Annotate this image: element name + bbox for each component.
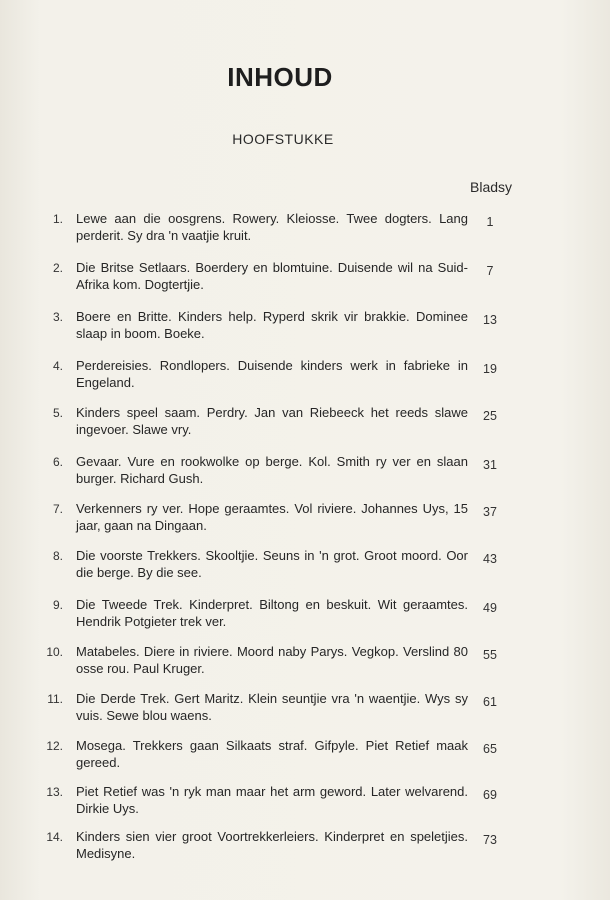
chapter-number: 13. [46, 785, 63, 799]
chapter-page: 31 [483, 458, 497, 472]
toc-entry [40, 455, 510, 491]
chapter-number: 9. [52, 598, 63, 612]
chapter-page: 49 [483, 601, 497, 615]
toc-entry [40, 645, 510, 681]
chapter-summary: Kinders sien vier groot Voortrekkerleiers. Kinderpret en speletjies. Medisyne. [76, 829, 468, 861]
chapter-page: 43 [483, 552, 497, 566]
chapter-summary: Gevaar. Vure en rookwolke op berge. Kol. Smith ry ver en slaan burger. Richard Gush. [76, 454, 468, 486]
chapter-page: 37 [483, 505, 497, 519]
chapter-number: 5. [52, 406, 63, 420]
chapter-summary: Verkenners ry ver. Hope geraamtes. Vol riviere. Johannes Uys, 15 jaar, gaan na Dingaan. [76, 501, 468, 533]
page-column-heading: Bladsy [470, 179, 513, 195]
chapter-number: 7. [52, 502, 63, 516]
toc-entry [40, 549, 510, 585]
chapter-summary: Mosega. Trekkers gaan Silkaats straf. Gifpyle. Piet Retief maak gereed. [76, 738, 468, 770]
toc-entry [40, 406, 510, 442]
chapter-number: 8. [52, 549, 63, 563]
toc-entry [40, 830, 510, 866]
chapter-number: 10. [46, 645, 63, 659]
chapter-page: 65 [483, 742, 497, 756]
chapter-summary: Die Derde Trek. Gert Maritz. Klein seuntjie vra 'n waentjie. Wys sy vuis. Sewe blou waens. [76, 691, 468, 723]
toc-entry [40, 598, 510, 634]
chapter-number: 11. [47, 692, 63, 706]
chapter-summary: Die voorste Trekkers. Skooltjie. Seuns in 'n grot. Groot moord. Oor die berge. By die see. [76, 548, 468, 580]
chapter-summary: Piet Retief was 'n ryk man maar het arm geword. Later welvarend. Dirkie Uys. [76, 784, 468, 816]
chapter-page: 1 [486, 215, 494, 229]
chapter-summary: Die Britse Setlaars. Boerdery en blomtuine. Duisende wil na Suid-Afrika kom. Dogtertjie. [76, 260, 468, 292]
chapter-page: 55 [483, 648, 497, 662]
toc-entry [40, 692, 510, 728]
chapter-number: 6. [52, 455, 63, 469]
chapter-number: 1. [52, 212, 63, 226]
toc-entry [40, 359, 510, 395]
chapter-summary: Perdereisies. Rondlopers. Duisende kinders werk in fabrieke in Engeland. [76, 358, 468, 390]
chapter-summary: Boere en Britte. Kinders help. Ryperd skrik vir brakkie. Dominee slaap in boom. Boeke. [76, 309, 468, 341]
page-title: INHOUD [227, 62, 333, 92]
toc-entry [40, 785, 510, 821]
chapter-page: 19 [483, 362, 497, 376]
chapter-page: 61 [483, 695, 497, 709]
chapter-summary: Matabeles. Diere in riviere. Moord naby Parys. Vegkop. Verslind 80 osse rou. Paul Kruger. [76, 644, 468, 676]
chapter-summary: Kinders speel saam. Perdry. Jan van Riebeeck het reeds slawe ingevoer. Slawe vry. [76, 405, 468, 437]
chapter-number: 2. [52, 261, 63, 275]
chapter-page: 7 [486, 264, 494, 278]
toc-entry [40, 261, 510, 297]
chapter-page: 25 [483, 409, 497, 423]
toc-entry [40, 310, 510, 346]
section-heading: HOOFSTUKKE [232, 131, 334, 147]
chapter-number: 4. [52, 359, 63, 373]
chapter-number: 3. [52, 310, 63, 324]
toc-entry [40, 739, 510, 775]
chapter-number: 12. [46, 739, 63, 753]
chapter-page: 13 [483, 313, 497, 327]
chapter-page: 73 [483, 833, 497, 847]
chapter-summary: Die Tweede Trek. Kinderpret. Biltong en beskuit. Wit geraamtes. Hendrik Potgieter trek ver. [76, 597, 468, 629]
chapter-page: 69 [483, 788, 497, 802]
chapter-summary: Lewe aan die oosgrens. Rowery. Kleiosse. Twee dogters. Lang perderit. Sy dra 'n vaatjie kruit. [76, 211, 468, 243]
chapter-number: 14. [46, 830, 63, 844]
toc-entry [40, 502, 510, 538]
toc-entry [40, 212, 510, 248]
